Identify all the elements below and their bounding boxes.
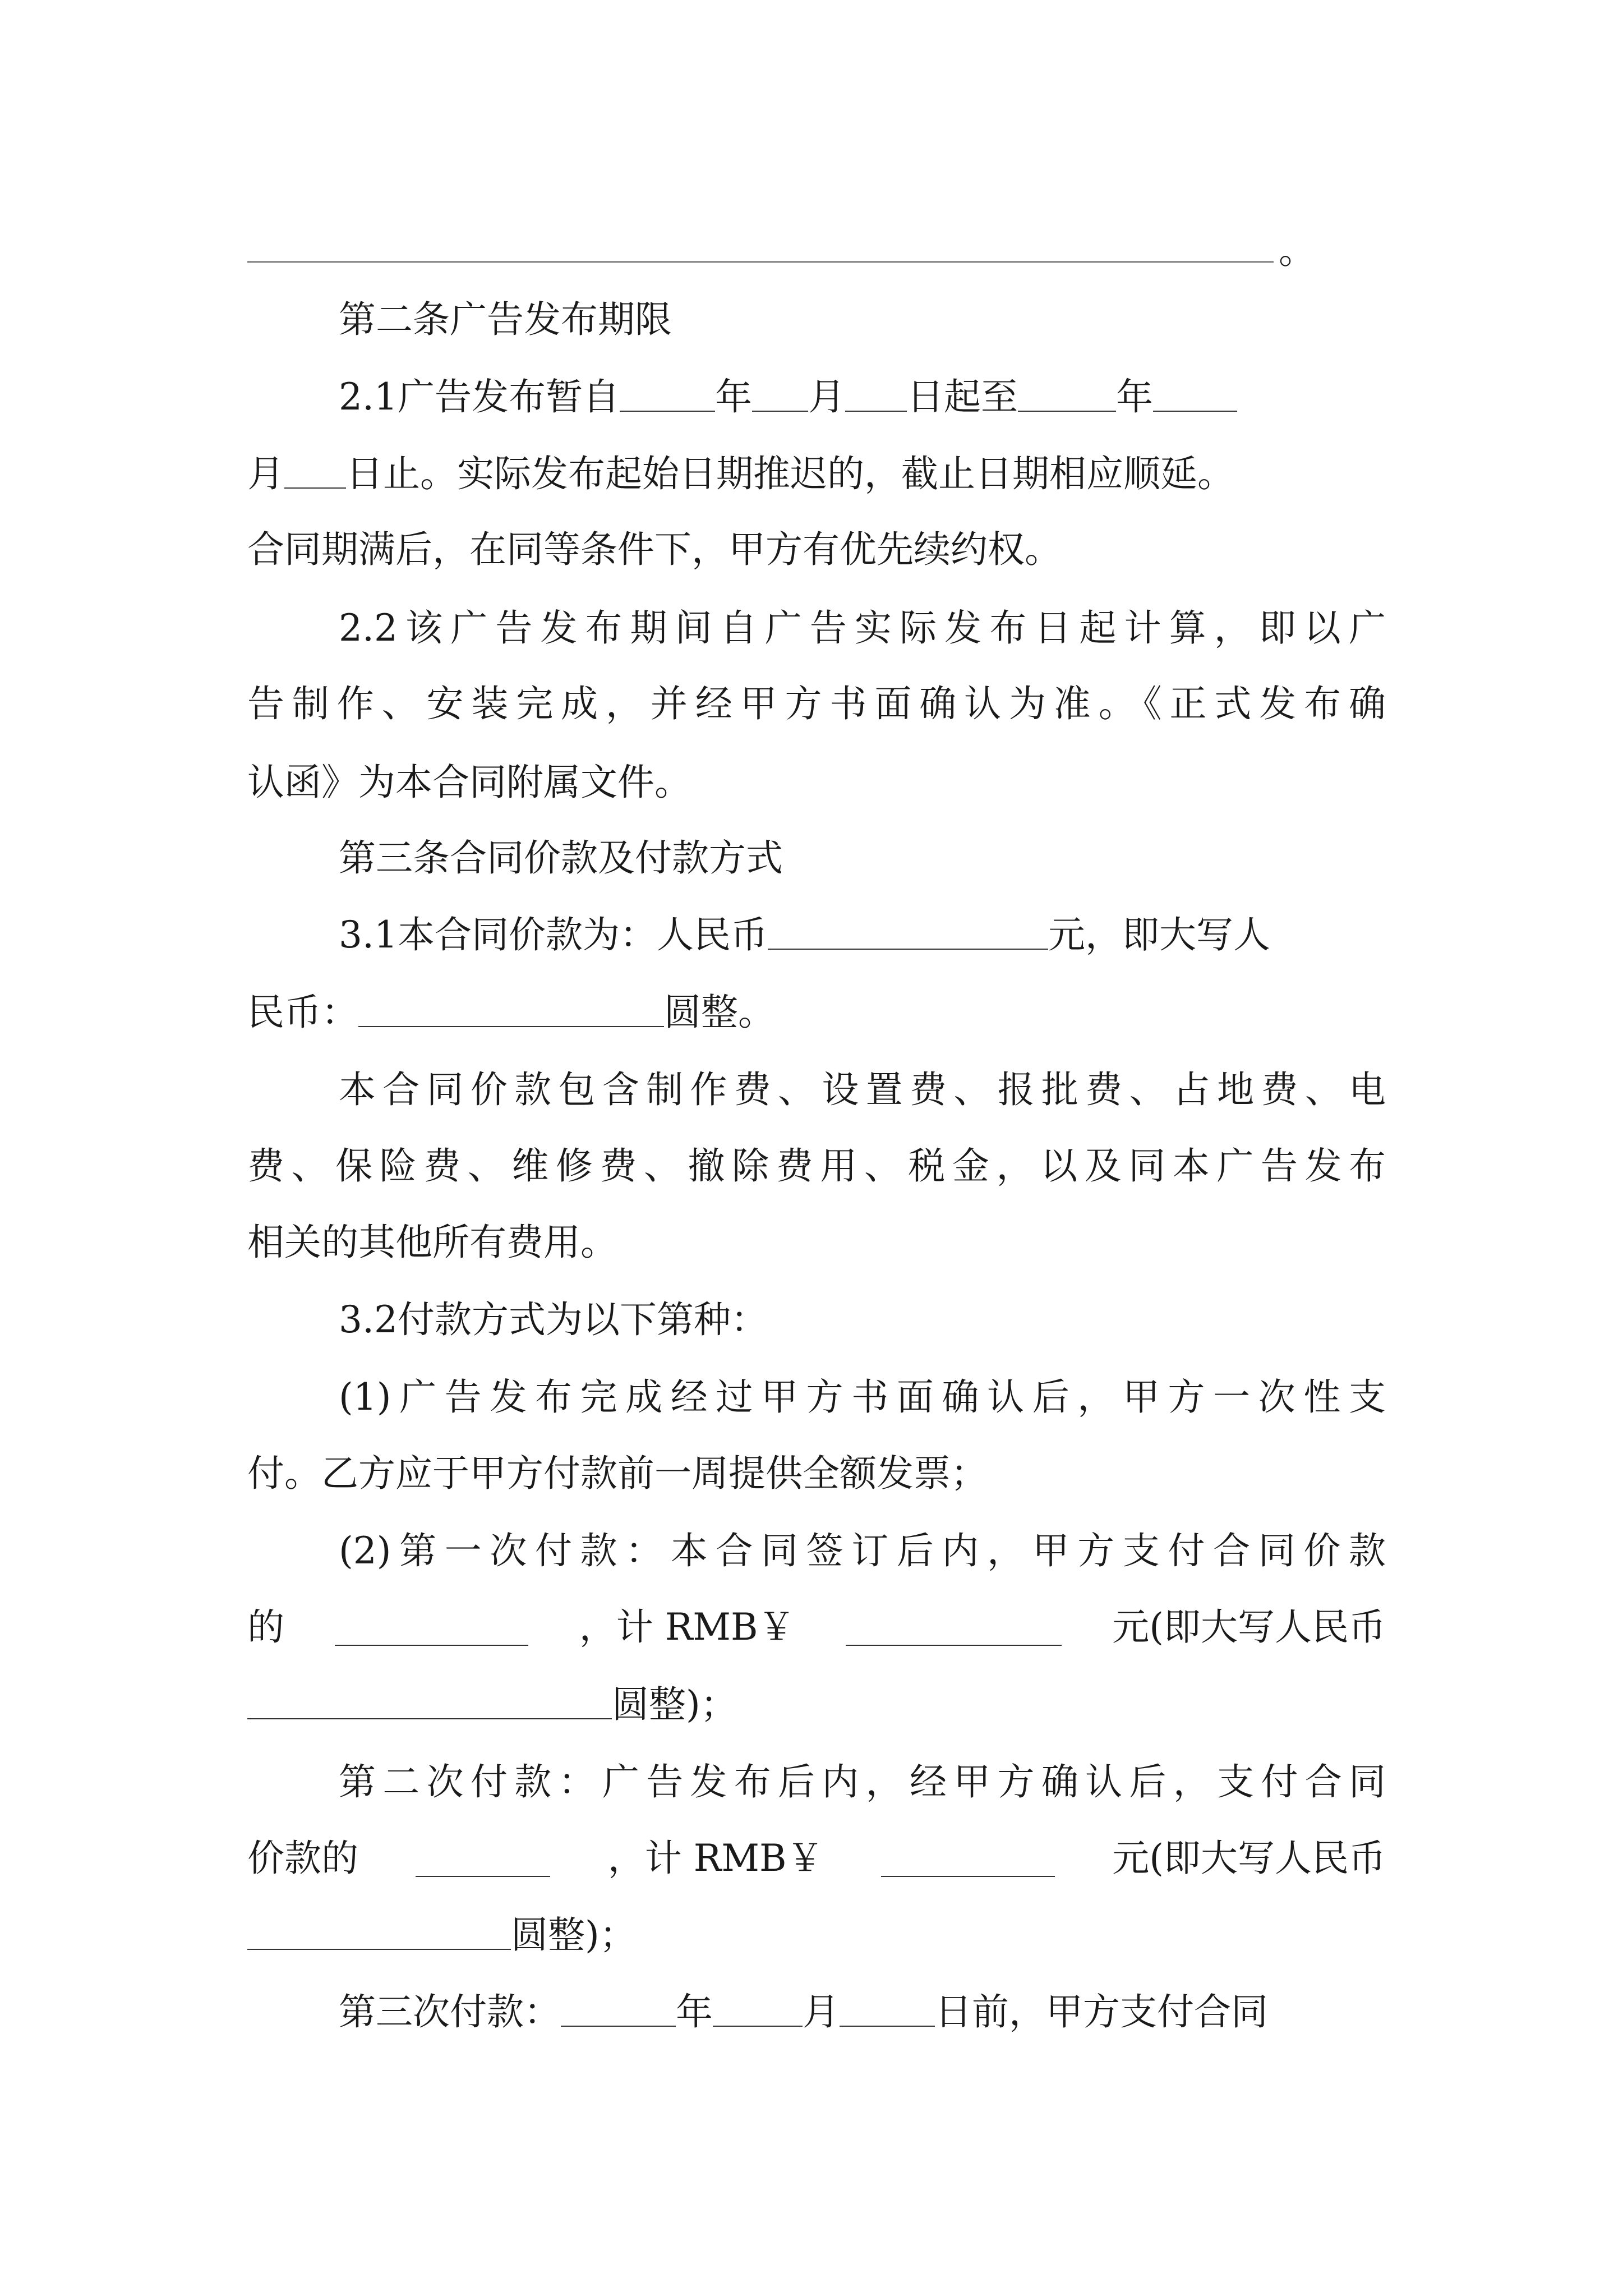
option-2-line-3 — [247, 1674, 737, 1736]
clause-text: ，计 RMB￥ — [607, 1837, 824, 1880]
clause-text: 元，即大写人 — [1048, 913, 1270, 956]
blank-field — [881, 1844, 1055, 1877]
blank-field — [768, 917, 1048, 950]
blank-field — [752, 379, 808, 412]
fees-line-2: 费、保险费、维修费、撤除费用、税金，以及同本广告发布 — [247, 1144, 1386, 1188]
clause-text: 日止。实际发布起始日期推迟的，截止日期相应顺延。 — [346, 452, 1234, 495]
third-payment-line-1 — [339, 1981, 1268, 2043]
blank-field — [846, 1613, 1062, 1646]
clause-2-2-line-1: 2.2该广告发布期间自广告实际发布日起计算，即以广 — [339, 606, 1386, 650]
clause-text: ，计 RMB￥ — [579, 1605, 795, 1649]
clause-text: 年 — [714, 375, 752, 418]
clause-text: 3.1本合同价款为：人民币 — [339, 913, 768, 956]
blank-field — [840, 1994, 935, 2027]
blank-field — [416, 1844, 550, 1877]
clause-text: 的 — [247, 1605, 284, 1649]
blank-field — [358, 995, 664, 1027]
blank-field — [247, 1687, 612, 1719]
second-payment-line-1: 第二次付款：广告发布后内，经甲方确认后，支付合同 — [339, 1760, 1386, 1803]
clause-text: 日起至 — [906, 375, 1018, 418]
clause-text: 民币： — [247, 991, 358, 1034]
blank-field — [620, 379, 715, 412]
blank-field — [247, 1917, 511, 1950]
clause-text: 月 — [803, 1990, 840, 2033]
clause-2-2-line-2: 告制作、安装完成，并经甲方书面确认为准。《正式发布确 — [247, 682, 1386, 725]
clause-text: 月 — [808, 375, 845, 418]
clause-text: 月 — [247, 452, 284, 495]
clause-2-1-line-1 — [339, 366, 1237, 428]
clause-text: 圆整)； — [612, 1683, 737, 1726]
fees-line-1: 本合同价款包含制作费、设置费、报批费、占地费、电 — [339, 1068, 1386, 1111]
clause-text: 2.1广告发布暂自 — [339, 375, 620, 418]
clause-text: 元(即大写人民币 — [1112, 1837, 1386, 1880]
fees-line-3: 相关的其他所有费用。 — [247, 1221, 617, 1264]
option-1-line-1: (1)广告发布完成经过甲方书面确认后，甲方一次性支 — [339, 1375, 1386, 1419]
second-payment-line-2 — [247, 1828, 1386, 1889]
clause-text: 圆整。 — [664, 991, 775, 1034]
clause-2-1-line-2 — [247, 443, 1234, 505]
clause-3-1-line-1 — [339, 904, 1270, 966]
blank-field — [1018, 379, 1116, 412]
option-2-line-1: (2)第一次付款：本合同签订后内，甲方支付合同价款 — [339, 1529, 1386, 1572]
clause-text: 价款的 — [247, 1837, 358, 1880]
clause-3-1-line-2 — [247, 982, 775, 1043]
clause-text: 日前，甲方支付合同 — [935, 1990, 1268, 2033]
option-1-line-2: 付。乙方应于甲方付款前一周提供全额发票； — [247, 1452, 988, 1495]
clause-text: 元(即大写人民币 — [1112, 1605, 1386, 1649]
clause-2-1-line-3: 合同期满后，在同等条件下，甲方有优先续约权。 — [247, 528, 1062, 571]
blank-field — [845, 379, 907, 412]
article-3-heading: 第三条合同价款及付款方式 — [339, 836, 783, 880]
article-2-heading: 第二条广告发布期限 — [339, 298, 672, 341]
clause-text: 圆整)； — [511, 1913, 637, 1957]
blank-field — [713, 1994, 803, 2027]
trailing-period: 。 — [1279, 229, 1316, 272]
option-2-line-2 — [247, 1596, 1386, 1658]
clause-3-2: 3.2付款方式为以下第种： — [339, 1298, 768, 1341]
blank-field — [284, 456, 346, 489]
clause-text: 第三次付款： — [339, 1990, 561, 2033]
clause-text: 年 — [1115, 375, 1153, 418]
fill-in-blank-line — [247, 261, 1274, 263]
clause-text: 年 — [676, 1990, 713, 2033]
blank-field — [335, 1613, 528, 1646]
blank-field — [1153, 379, 1237, 412]
blank-field — [561, 1994, 676, 2027]
clause-2-2-line-3: 认函》为本合同附属文件。 — [247, 761, 691, 804]
second-payment-line-3 — [247, 1904, 637, 1966]
